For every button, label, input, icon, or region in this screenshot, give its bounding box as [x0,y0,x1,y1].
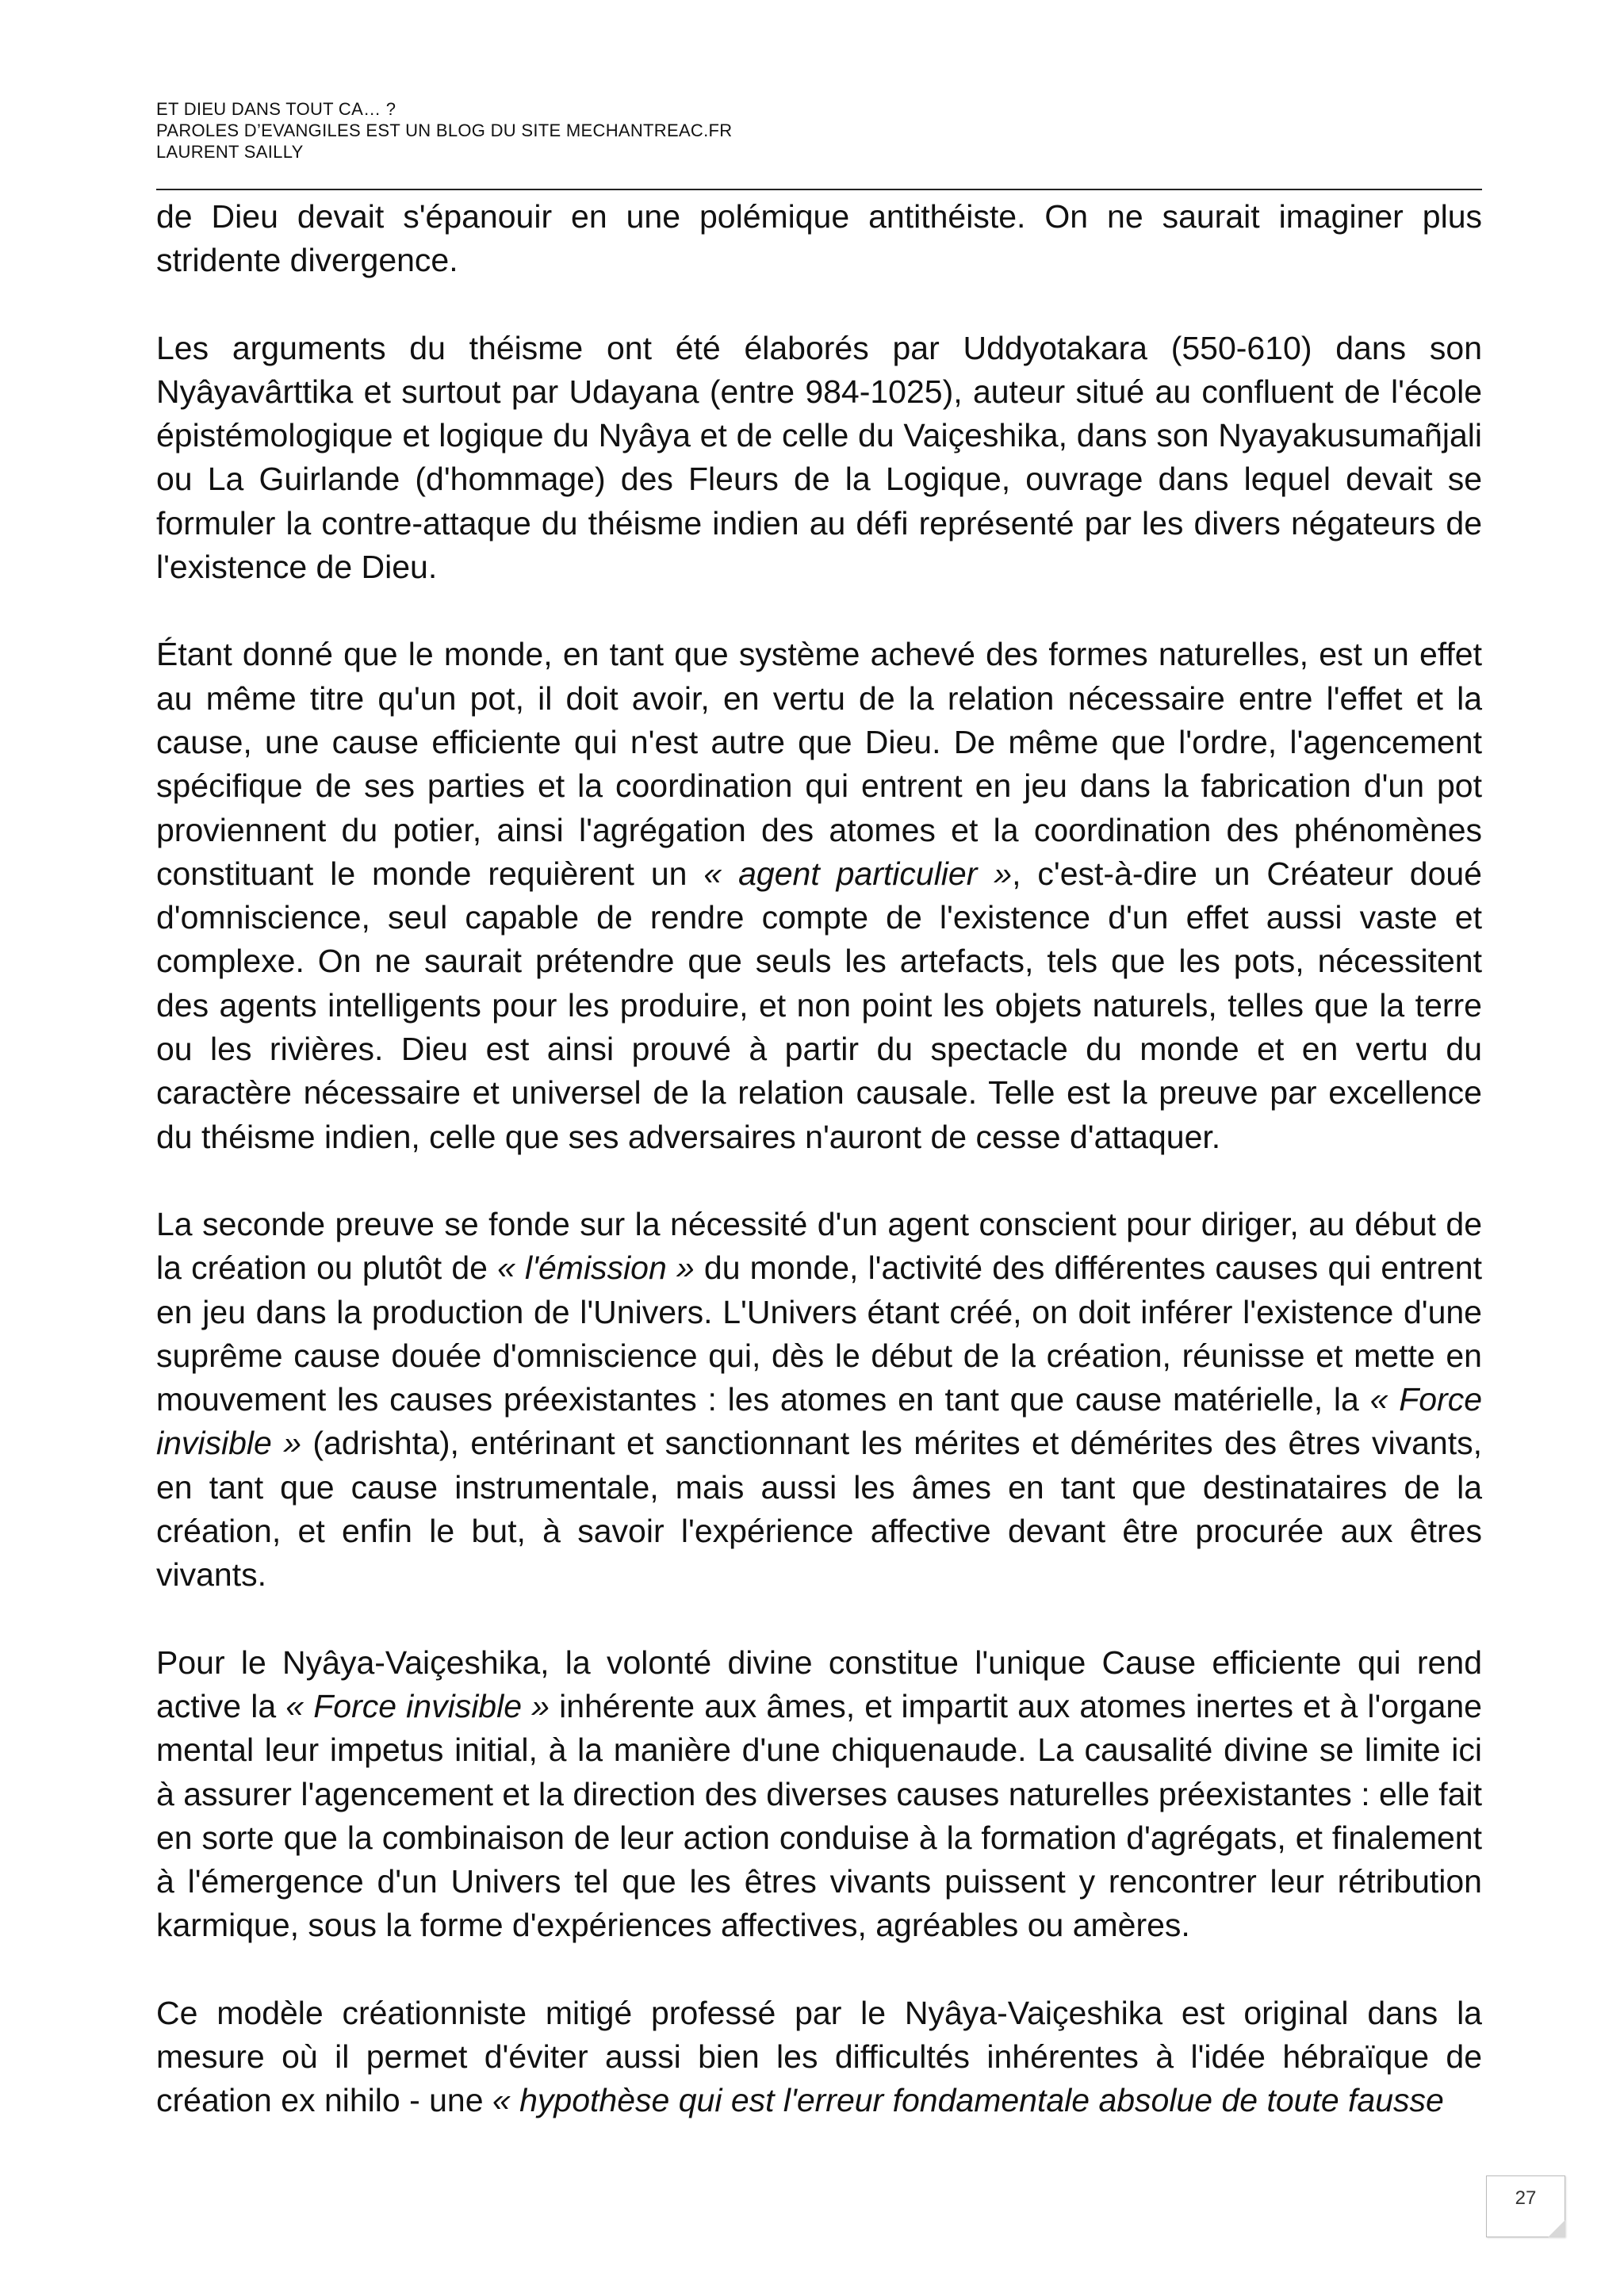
quoted-text: « l'émission » [497,1249,695,1287]
header-divider [156,189,1482,190]
paragraph-text: , c'est-à-dire un Créateur doué d'omniscience, seul capable de rendre compte de l'existence d'un effet aussi vaste et complexe. On ne saurait prétendre que seuls les artefacts, tels que les pots, nécessitent des agents intelligents pour les produire, et non point les objets naturels, telles que la terre ou les rivières. Dieu est ainsi prouvé à partir du spectacle du monde et en vertu du caractère nécessaire et universel de la relation causale. Telle est la preuve par excellence du théisme indien, celle que ses adversaires n'auront de cesse d'attaquer. [156,855,1482,1155]
paragraph [156,327,1482,590]
running-header [156,98,1482,163]
page-number: 27 [1515,2187,1537,2209]
paragraph-text: Ce modèle créationniste mitigé professé par le Nyâya-Vaiçeshika est original dans la mesure où il permet d'éviter aussi bien les difficultés inhérentes à l'idée hébraïque de création ex nihilo - une [156,1994,1482,2119]
paragraph [156,1203,1482,1598]
quoted-text: « agent particulier » [703,855,1013,892]
paragraph-text: Étant donné que le monde, en tant que système achevé des formes naturelles, est un effet au même titre qu'un pot, il doit avoir, en vertu de la relation nécessaire entre l'effet et la cause, une cause efficiente qui n'est autre que Dieu. De même que l'ordre, l'agencement spécifique de ses parties et la coordination qui entrent en jeu dans la fabrication d'un pot proviennent du potier, ainsi l'agrégation des atomes et la coordination des phénomènes constituant le monde requièrent un [156,636,1482,892]
header-line-title: ET DIEU DANS TOUT CA… ? [156,99,396,119]
paragraph-text: La seconde preuve se fonde sur la nécessité d'un agent conscient pour diriger, au début de la création ou plutôt de [156,1205,1482,1287]
paragraph-text: (adrishta), entérinant et sanctionnant les mérites et démérites des êtres vivants, en tant que cause instrumentale, mais aussi les âmes en tant que destinataires de la création, et enfin le but, à savoir l'expérience affective devant être procurée aux êtres vivants. [156,1425,1482,1594]
paragraph [156,1641,1482,1948]
paragraph-text: inhérente aux âmes, et impartit aux atomes inertes et à l'organe mental leur impetus initial, à la manière d'une chiquenaude. La causalité divine se limite ici à assurer l'agencement et la direction des diverses causes naturelles préexistantes : elle fait en sorte que la combinaison de leur action conduise à la formation d'agrégats, et finalement à l'émergence d'un Univers tel que les êtres vivants puissent y rencontrer leur rétribution karmique, sous la forme d'expériences affectives, agréables ou amères. [156,1687,1482,1944]
paragraph [156,633,1482,1159]
paragraph [156,1992,1482,2123]
page-curl-icon [1548,2220,1565,2237]
quoted-text: « Force invisible » [285,1687,550,1724]
page-number-box [1486,2175,1565,2237]
paragraph [156,195,1482,283]
paragraph-text: de Dieu devait s'épanouir en une polémique antithéiste. On ne saurait imaginer plus stridente divergence. [156,198,1482,279]
paragraph-text: Les arguments du théisme ont été élaborés par Uddyotakara (550-610) dans son Nyâyavârttika et surtout par Udayana (entre 984-1025), auteur situé au confluent de l'école épistémologique et logique du Nyâya et de celle du Vaiçeshika, dans son Nyayakusumañjali ou La Guirlande (d'hommage) des Fleurs de la Logique, ouvrage dans lequel devait se formuler la contre-attaque du théisme indien au défi représenté par les divers négateurs de l'existence de Dieu. [156,329,1482,586]
quoted-text: « Force invisible » [156,1381,1482,1462]
header-line-blog: PAROLES D’EVANGILES EST UN BLOG DU SITE MECHANTREAC.FR [156,121,733,140]
header-line-author: LAURENT SAILLY [156,142,304,162]
document-body [156,195,1482,2123]
paragraph-text: du monde, l'activité des différentes causes qui entrent en jeu dans la production de l'Univers. L'Univers étant créé, on doit inférer l'existence d'une suprême cause douée d'omniscience qui, dès le début de la création, réunisse et mette en mouvement les causes préexistantes : les atomes en tant que cause matérielle, la [156,1249,1482,1418]
quoted-text: « hypothèse qui est l'erreur fondamentale absolue de toute fausse [492,2082,1444,2119]
paragraph-text: Pour le Nyâya-Vaiçeshika, la volonté divine constitue l'unique Cause efficiente qui rend active la [156,1644,1482,1724]
